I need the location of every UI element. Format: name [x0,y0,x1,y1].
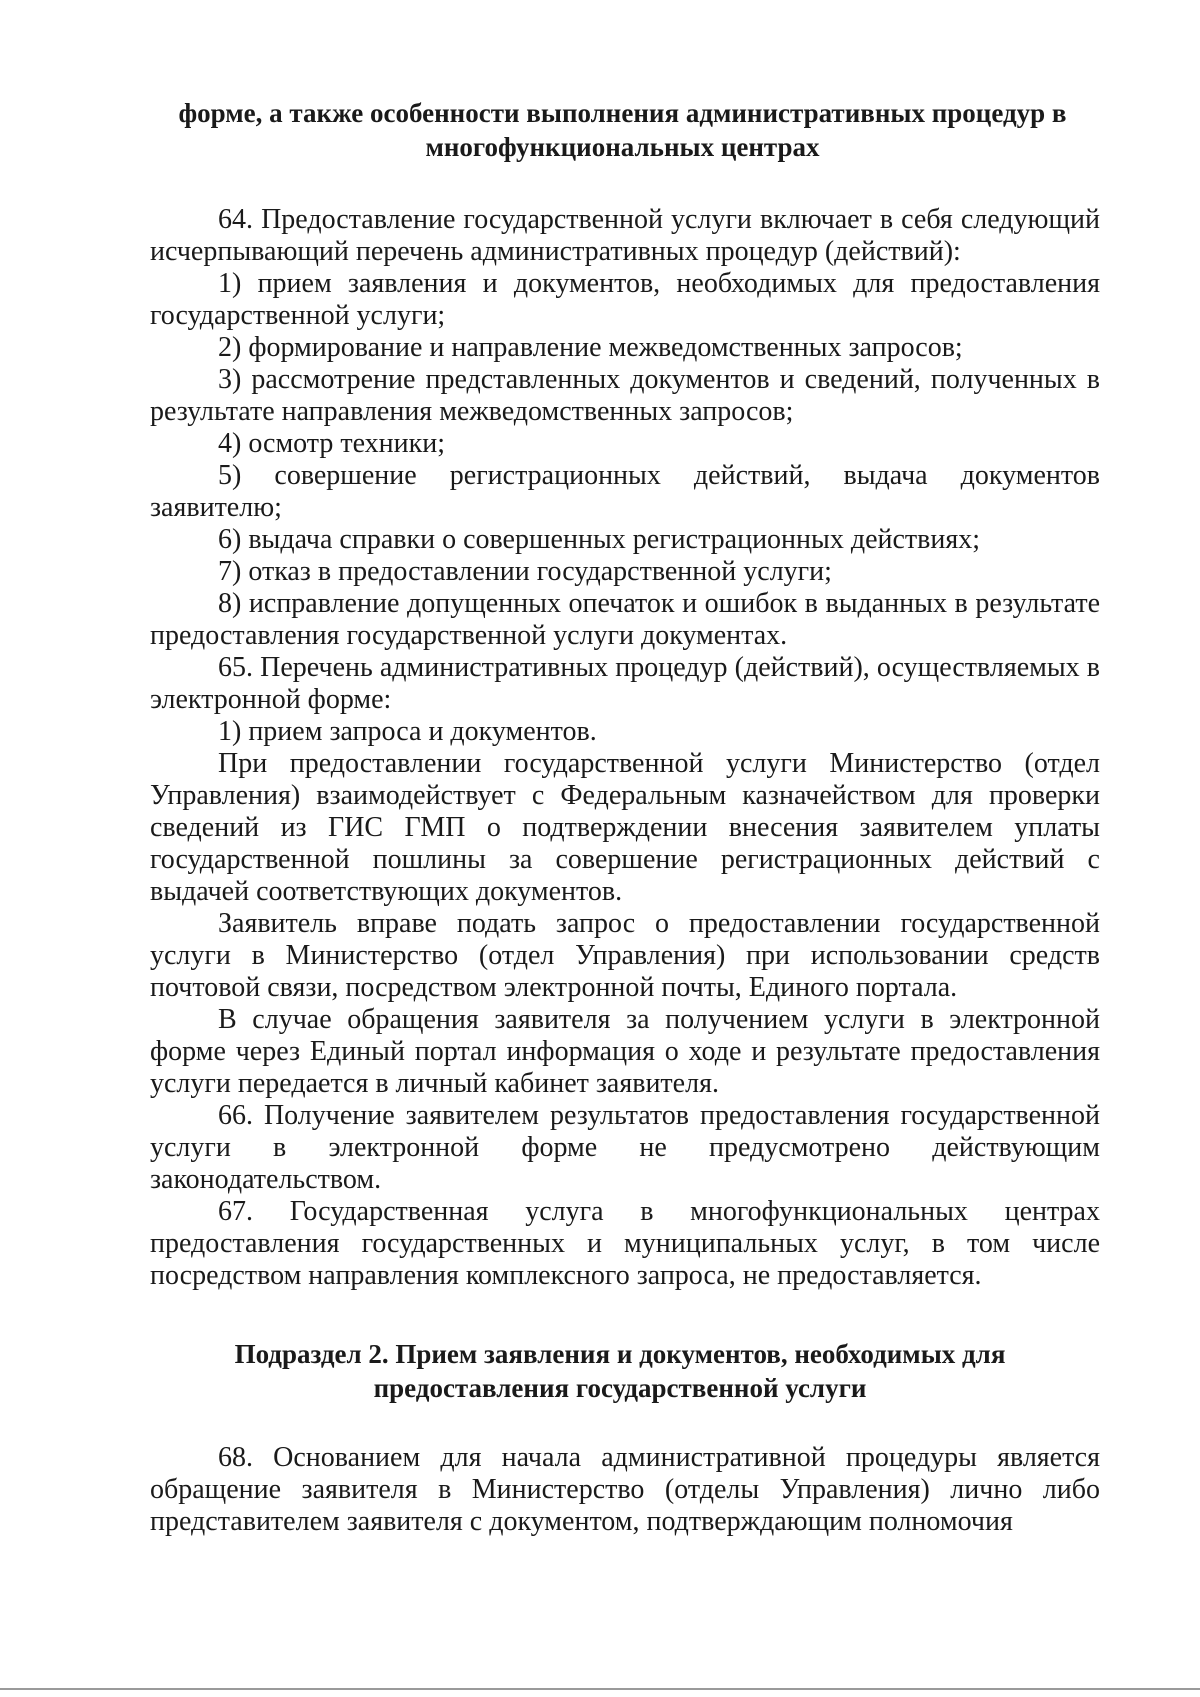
paragraph-68: 68. Основанием для начала административной процедуры является обращение заявителя в Министерство (отделы Управления) лично либо представителем заявителя с документом, подтверждающим полномочия [150,1442,1100,1537]
list-item-65-1: 1) прием запроса и документов. [218,716,597,747]
list-item-64-4: 4) осмотр техники; [218,428,446,459]
body-text-2 [150,1442,1100,1538]
list-item-64-7: 7) отказ в предоставлении государственной услуги; [218,556,832,587]
paragraph-request-channels: Заявитель вправе подать запрос о предоставлении государственной услуги в Министерство (отдел Управления) при использовании средств почтовой связи, посредством электронной почты, Единого портала. [150,908,1100,1003]
list-item-64-8: 8) исправление допущенных опечаток и ошибок в выданных в результате предоставления государственной услуги документах. [150,588,1100,651]
paragraph-interaction: При предоставлении государственной услуги Министерство (отдел Управления) взаимодействует с Федеральным казначейством для проверки сведений из ГИС ГМП о подтверждении внесения заявителем уплаты государственной пошлины за совершение регистрационных действий с выдачей соответствующих документов. [150,748,1100,907]
paragraph-67: 67. Государственная услуга в многофункциональных центрах предоставления государственных и муниципальных услуг, в том числе посредством направления комплексного запроса, не предоставляется. [150,1196,1100,1291]
list-item-64-6: 6) выдача справки о совершенных регистрационных действиях; [218,524,981,555]
list-item-64-1: 1) прием заявления и документов, необходимых для предоставления государственной услуги; [150,268,1100,331]
body-text [150,204,1100,1292]
list-item-64-3: 3) рассмотрение представленных документов и сведений, полученных в результате направления межведомственных запросов; [150,364,1100,427]
subsection-heading-line-2: предоставления государственной услуги [373,1373,867,1403]
page-edge-line [0,1688,1200,1690]
section-heading-line-1: форме, а также особенности выполнения административных процедур в [178,98,1067,128]
paragraph-65: 65. Перечень административных процедур (действий), осуществляемых в электронной форме: [150,652,1100,715]
section-heading-line-2: многофункциональных центрах [425,132,820,162]
paragraph-66: 66. Получение заявителем результатов предоставления государственной услуги в электронной форме не предусмотрено действующим законодательством. [150,1100,1100,1195]
list-item-64-2: 2) формирование и направление межведомственных запросов; [218,332,963,363]
paragraph-64: 64. Предоставление государственной услуги включает в себя следующий исчерпывающий перечень административных процедур (действий): [150,204,1100,267]
subsection-heading [150,1337,1090,1405]
section-heading [150,96,1095,164]
subsection-heading-line-1: Подраздел 2. Прием заявления и документов, необходимых для [234,1339,1006,1369]
list-item-64-5: 5) совершение регистрационных действий, выдача документов заявителю; [150,460,1100,523]
paragraph-electronic-portal: В случае обращения заявителя за получением услуги в электронной форме через Единый портал информация о ходе и результате предоставления услуги передается в личный кабинет заявителя. [150,1004,1100,1099]
